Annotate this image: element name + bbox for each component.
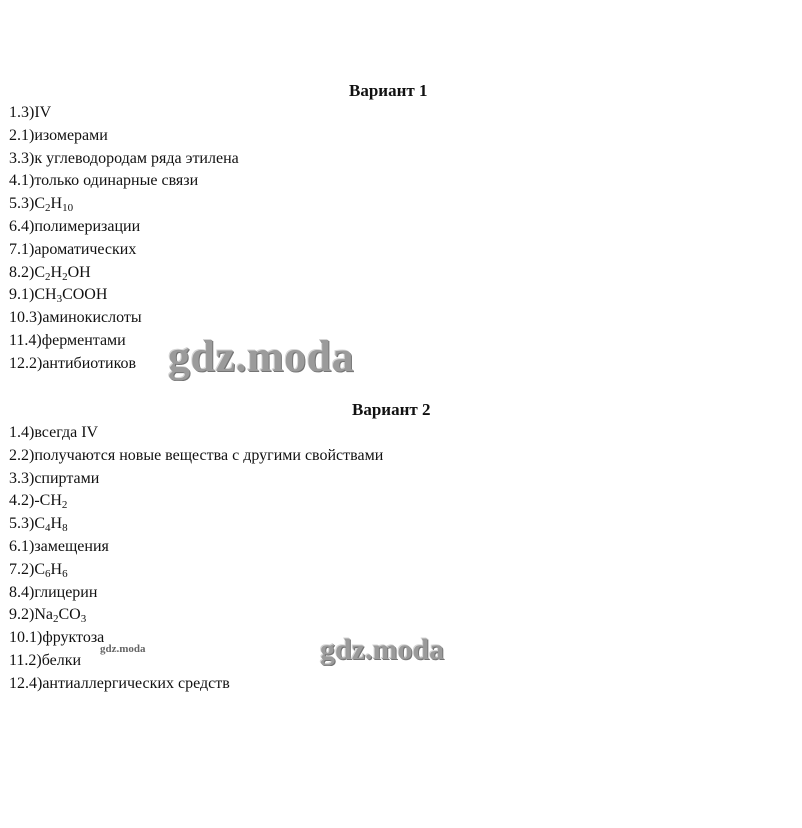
answer-item: 1.3)IV: [9, 104, 52, 121]
watermark-logo-small: gdz.moda: [100, 643, 146, 655]
variant-2-answer-list: [9, 422, 383, 696]
answer-item: $9.1)CH_3COOH$: [9, 286, 108, 306]
answer-item: 11.2)белки: [9, 651, 82, 669]
answer-item: $9.2)Na_2CO_3$: [9, 606, 87, 626]
answer-item: 10.3)аминокислоты: [9, 309, 142, 327]
answer-item: 12.4)антиаллергических средств: [9, 674, 230, 692]
watermark-logo: gdz.moda: [320, 633, 445, 666]
answer-item: 10.1)фруктоза: [9, 629, 105, 647]
answer-item: 3.3)спиртами: [9, 469, 100, 487]
answer-item: 12.2)антибиотиков: [9, 354, 137, 372]
watermark-logo: gdz.moda: [168, 332, 355, 381]
answer-item: 8.4)глицерин: [9, 583, 98, 601]
answer-item: 11.4)ферментами: [9, 331, 126, 349]
variant-1-answer-list: [9, 102, 239, 376]
answer-item: 3.3)к углеводородам ряда этилена: [9, 149, 239, 167]
answer-item: 7.1)ароматических: [9, 240, 137, 258]
answer-item: $4.2)-CH_2$: [9, 492, 68, 512]
answer-item: $8.2)C_2H_2OH$: [9, 263, 91, 283]
answer-item: 6.1)замещения: [9, 537, 109, 555]
variant-2-title: Вариант 2: [352, 400, 431, 419]
answer-item: $5.3)C_4H_8$: [9, 515, 68, 535]
variant-1-title: Вариант 1: [349, 81, 428, 100]
answer-item: $5.3)C_2H_{10}$: [9, 195, 74, 215]
answer-item: 1.4)всегда IV: [9, 424, 99, 441]
answer-item: 6.4)полимеризации: [9, 217, 141, 235]
answer-item: 2.1)изомерами: [9, 126, 108, 144]
answer-item: $7.2)C_6H_6$: [9, 560, 68, 580]
answer-item: 2.2)получаются новые вещества с другими свойствами: [9, 446, 384, 464]
answer-item: 4.1)только одинарные связи: [9, 172, 199, 190]
